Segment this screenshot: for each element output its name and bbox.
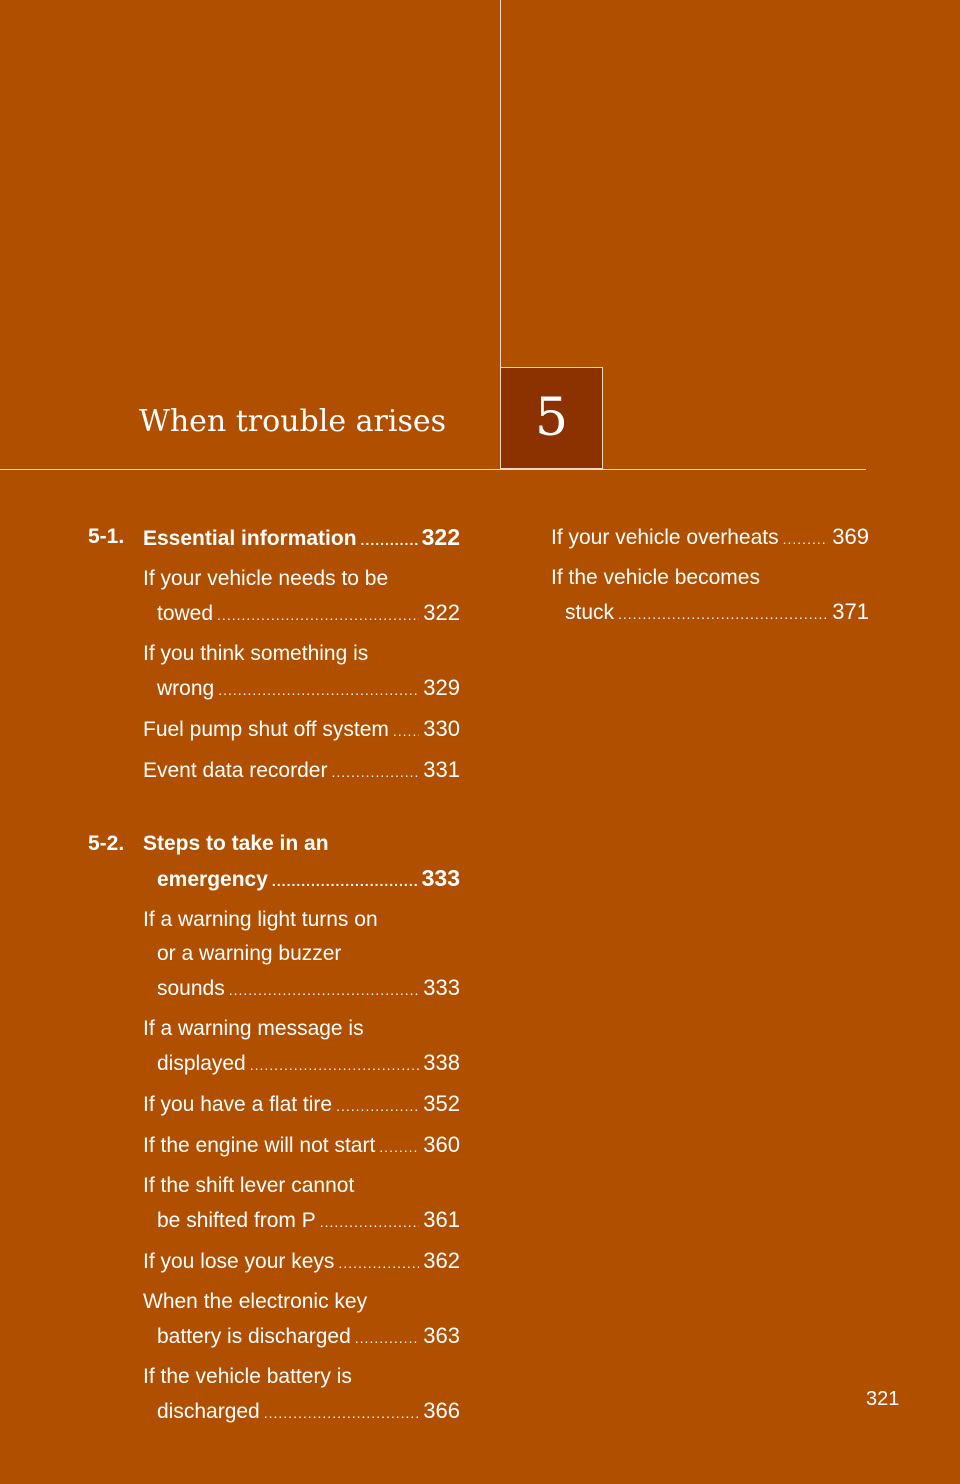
section-title-text: Essential information bbox=[143, 527, 357, 550]
page-ref: 369 bbox=[832, 524, 869, 549]
toc-line bbox=[143, 1285, 460, 1319]
entry-text: If you have a flat tire bbox=[143, 1093, 333, 1116]
toc-entry[interactable] bbox=[143, 562, 460, 632]
toc-line bbox=[551, 561, 869, 595]
toc-line bbox=[143, 1046, 460, 1082]
entry-text: If a warning light turns on bbox=[143, 908, 378, 931]
dot-leader bbox=[618, 597, 828, 631]
toc-line bbox=[551, 520, 869, 556]
page-ref: 338 bbox=[423, 1050, 460, 1075]
dot-leader bbox=[272, 864, 418, 898]
page-ref: 322 bbox=[421, 524, 460, 550]
toc-entry[interactable] bbox=[143, 1244, 460, 1280]
page-ref: 371 bbox=[832, 599, 869, 624]
toc-entry[interactable] bbox=[551, 561, 869, 631]
entry-text: If you lose your keys bbox=[143, 1250, 335, 1273]
dot-leader bbox=[393, 714, 419, 748]
toc-line bbox=[143, 596, 460, 632]
page-ref: 361 bbox=[423, 1207, 460, 1232]
toc-line bbox=[143, 1169, 460, 1203]
entry-text: sounds bbox=[157, 977, 225, 1000]
entry-text: Event data recorder bbox=[143, 759, 328, 782]
page-ref: 322 bbox=[423, 600, 460, 625]
page-ref: 330 bbox=[423, 716, 460, 741]
toc-line bbox=[143, 1012, 460, 1046]
section-number: 5-2. bbox=[88, 832, 125, 855]
toc-line bbox=[143, 520, 460, 557]
toc-line bbox=[143, 712, 460, 748]
entry-text: wrong bbox=[157, 677, 215, 700]
page-ref: 333 bbox=[421, 865, 460, 891]
toc-line bbox=[143, 1394, 460, 1430]
entry-text: battery is discharged bbox=[157, 1325, 351, 1348]
entry-text: towed bbox=[157, 602, 214, 625]
toc-line bbox=[143, 753, 460, 789]
toc-entry[interactable] bbox=[143, 1128, 460, 1164]
toc-line bbox=[143, 1087, 460, 1123]
toc-line bbox=[143, 671, 460, 707]
toc-line bbox=[143, 562, 460, 596]
toc-line bbox=[143, 1319, 460, 1355]
toc-line bbox=[143, 861, 460, 898]
dot-leader bbox=[379, 1130, 419, 1164]
toc-entry[interactable] bbox=[143, 1169, 460, 1239]
page-ref: 331 bbox=[423, 757, 460, 782]
page-ref: 362 bbox=[423, 1248, 460, 1273]
dot-leader bbox=[336, 1089, 419, 1123]
entry-text: Fuel pump shut off system bbox=[143, 718, 389, 741]
dot-leader bbox=[331, 755, 419, 789]
toc-left-column bbox=[88, 520, 460, 1468]
entry-text: displayed bbox=[157, 1052, 246, 1075]
page-ref: 329 bbox=[423, 675, 460, 700]
toc-entry[interactable] bbox=[143, 1087, 460, 1123]
toc-right-column bbox=[551, 520, 869, 636]
entry-text: If the vehicle becomes bbox=[551, 566, 760, 589]
entry-text: be shifted from P bbox=[157, 1209, 316, 1232]
page-ref: 333 bbox=[423, 975, 460, 1000]
section-title-text: emergency bbox=[157, 868, 268, 891]
dot-leader bbox=[229, 973, 420, 1007]
page-ref: 360 bbox=[423, 1132, 460, 1157]
entry-text: If the vehicle battery is bbox=[143, 1365, 352, 1388]
toc-line bbox=[143, 1244, 460, 1280]
page-ref: 363 bbox=[423, 1323, 460, 1348]
toc-entry[interactable] bbox=[143, 903, 460, 1007]
toc-line bbox=[143, 1128, 460, 1164]
toc-line bbox=[143, 971, 460, 1007]
chapter-number-box bbox=[500, 367, 603, 469]
entry-text: stuck bbox=[565, 601, 615, 624]
toc-line bbox=[143, 903, 460, 937]
entry-text: If your vehicle needs to be bbox=[143, 567, 389, 590]
entry-text: If the engine will not start bbox=[143, 1134, 376, 1157]
entry-text: discharged bbox=[157, 1400, 260, 1423]
toc-entry[interactable] bbox=[143, 1285, 460, 1355]
toc-line bbox=[551, 595, 869, 631]
toc-entry[interactable] bbox=[551, 520, 869, 556]
toc-section bbox=[88, 520, 460, 789]
section-number: 5-1. bbox=[88, 525, 125, 548]
page-ref: 352 bbox=[423, 1091, 460, 1116]
entry-text: If the shift lever cannot bbox=[143, 1174, 355, 1197]
dot-leader bbox=[355, 1321, 420, 1355]
toc-entry[interactable] bbox=[143, 1360, 460, 1430]
dot-leader bbox=[218, 673, 419, 707]
entry-text: If you think something is bbox=[143, 642, 369, 665]
toc-line bbox=[143, 1360, 460, 1394]
dot-leader bbox=[361, 523, 418, 557]
entry-text: If a warning message is bbox=[143, 1017, 364, 1040]
toc-section bbox=[88, 827, 460, 1430]
entry-text: If your vehicle overheats bbox=[551, 526, 779, 549]
dot-leader bbox=[338, 1246, 419, 1280]
section-title bbox=[143, 520, 460, 557]
chapter-title: When trouble arises bbox=[138, 404, 446, 439]
toc-entry[interactable] bbox=[143, 637, 460, 707]
toc-line bbox=[143, 827, 460, 861]
toc-entry[interactable] bbox=[143, 753, 460, 789]
page-number: 321 bbox=[866, 1388, 900, 1410]
toc-line bbox=[143, 1203, 460, 1239]
dot-leader bbox=[250, 1048, 420, 1082]
toc-entry[interactable] bbox=[143, 1012, 460, 1082]
toc-line bbox=[143, 637, 460, 671]
dot-leader bbox=[217, 598, 419, 632]
section-title bbox=[143, 827, 460, 898]
header-horizontal-rule bbox=[0, 469, 866, 470]
dot-leader bbox=[320, 1205, 420, 1239]
toc-line bbox=[143, 937, 460, 971]
entry-text: or a warning buzzer bbox=[157, 942, 342, 965]
dot-leader bbox=[783, 522, 829, 556]
chapter-number: 5 bbox=[534, 388, 569, 448]
page-ref: 366 bbox=[423, 1398, 460, 1423]
section-title-text: Steps to take in an bbox=[143, 832, 329, 855]
entry-text: When the electronic key bbox=[143, 1290, 368, 1313]
dot-leader bbox=[264, 1396, 420, 1430]
toc-entry[interactable] bbox=[143, 712, 460, 748]
